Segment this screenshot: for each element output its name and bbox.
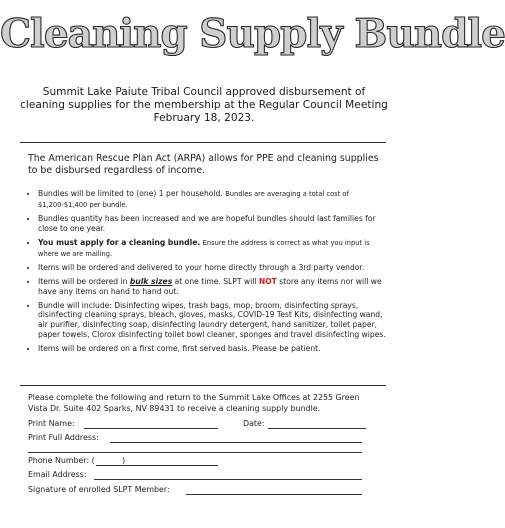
bullet-text: Items will be ordered and delivered to your home directly through a 3rd party vendor. xyxy=(38,263,365,273)
list-item xyxy=(38,344,388,354)
bullet-text: at one time. SLPT will xyxy=(174,277,257,287)
bullet-text: store any items nor will we have any items on hand to hand out. xyxy=(38,277,382,296)
phone-field[interactable] xyxy=(96,465,218,466)
email-label: Email Address: xyxy=(28,470,87,479)
bulk-sizes-emphasis: bulk sizes xyxy=(129,277,173,287)
list-item xyxy=(38,263,388,273)
date-field[interactable] xyxy=(268,428,366,429)
bullet-list xyxy=(22,189,388,357)
divider-top xyxy=(20,142,386,143)
address-field-line-2[interactable] xyxy=(28,452,362,453)
list-item xyxy=(38,214,388,233)
bullet-text: Bundle will include: Disinfecting wipes, trash bags, mop, broom, disinfecting sprays, disinfecting cleaning sprays, bleach, gloves, masks, COVID-19 Test Kits, disinfecting wand, air purifier, disinfecting soap, disinfecting laundry detergent, hand sanitizer, toilet paper, paper towels, Clorox disinfecting toilet bowl cleaner, sponges and travel disinfecting wipes. xyxy=(38,300,386,339)
phone-paren: ) xyxy=(122,456,126,465)
bullet-note: Ensure the address is correct as what you input is where we are mailing. xyxy=(38,238,370,258)
list-item xyxy=(38,238,388,259)
bullet-text: Items will be ordered on a first come, first served basis. Please be patient. xyxy=(38,343,321,353)
email-field[interactable] xyxy=(94,479,362,480)
intro-paragraph: Summit Lake Paiute Tribal Council approved disbursement of cleaning supplies for the membership at the Regular Council Meeting February 18, 2023. xyxy=(20,86,388,125)
arpa-paragraph: The American Rescue Plan Act (ARPA) allows for PPE and cleaning supplies to be disbursed regardless of income. xyxy=(28,153,379,176)
instructions-paragraph: Please complete the following and return to the Summit Lake Offices at 2255 Green Vista Dr. Suite 402 Sparks, NV 89431 to receive a cleaning supply bundle. xyxy=(28,393,360,413)
list-item xyxy=(38,277,388,296)
bullet-text: Items will be ordered in xyxy=(38,277,128,287)
address-field-line-1[interactable] xyxy=(110,442,362,443)
phone-label: Phone Number: ( xyxy=(28,456,95,465)
bullet-text: Bundles will be limited to (one) 1 per household. xyxy=(38,189,223,198)
not-emphasis: NOT xyxy=(258,277,277,287)
page-title: Cleaning Supply Bundle xyxy=(0,11,505,57)
signature-field[interactable] xyxy=(186,494,362,495)
signature-label: Signature of enrolled SLPT Member: xyxy=(28,485,170,494)
date-label: Date: xyxy=(243,419,265,428)
list-item xyxy=(38,189,388,210)
print-address-label: Print Full Address: xyxy=(28,433,99,442)
bullet-emphasis: You must apply for a cleaning bundle. xyxy=(38,237,201,247)
print-name-field[interactable] xyxy=(84,428,218,429)
list-item xyxy=(38,301,388,339)
print-name-label: Print Name: xyxy=(28,419,75,428)
bullet-note: Bundles are averaging a total cost of $1,200-$1,400 per bundle. xyxy=(38,190,349,209)
bullet-text: Bundles quantity has been increased and we are hopeful bundles should last families for close to one year. xyxy=(38,214,376,234)
divider-bottom xyxy=(20,385,386,386)
